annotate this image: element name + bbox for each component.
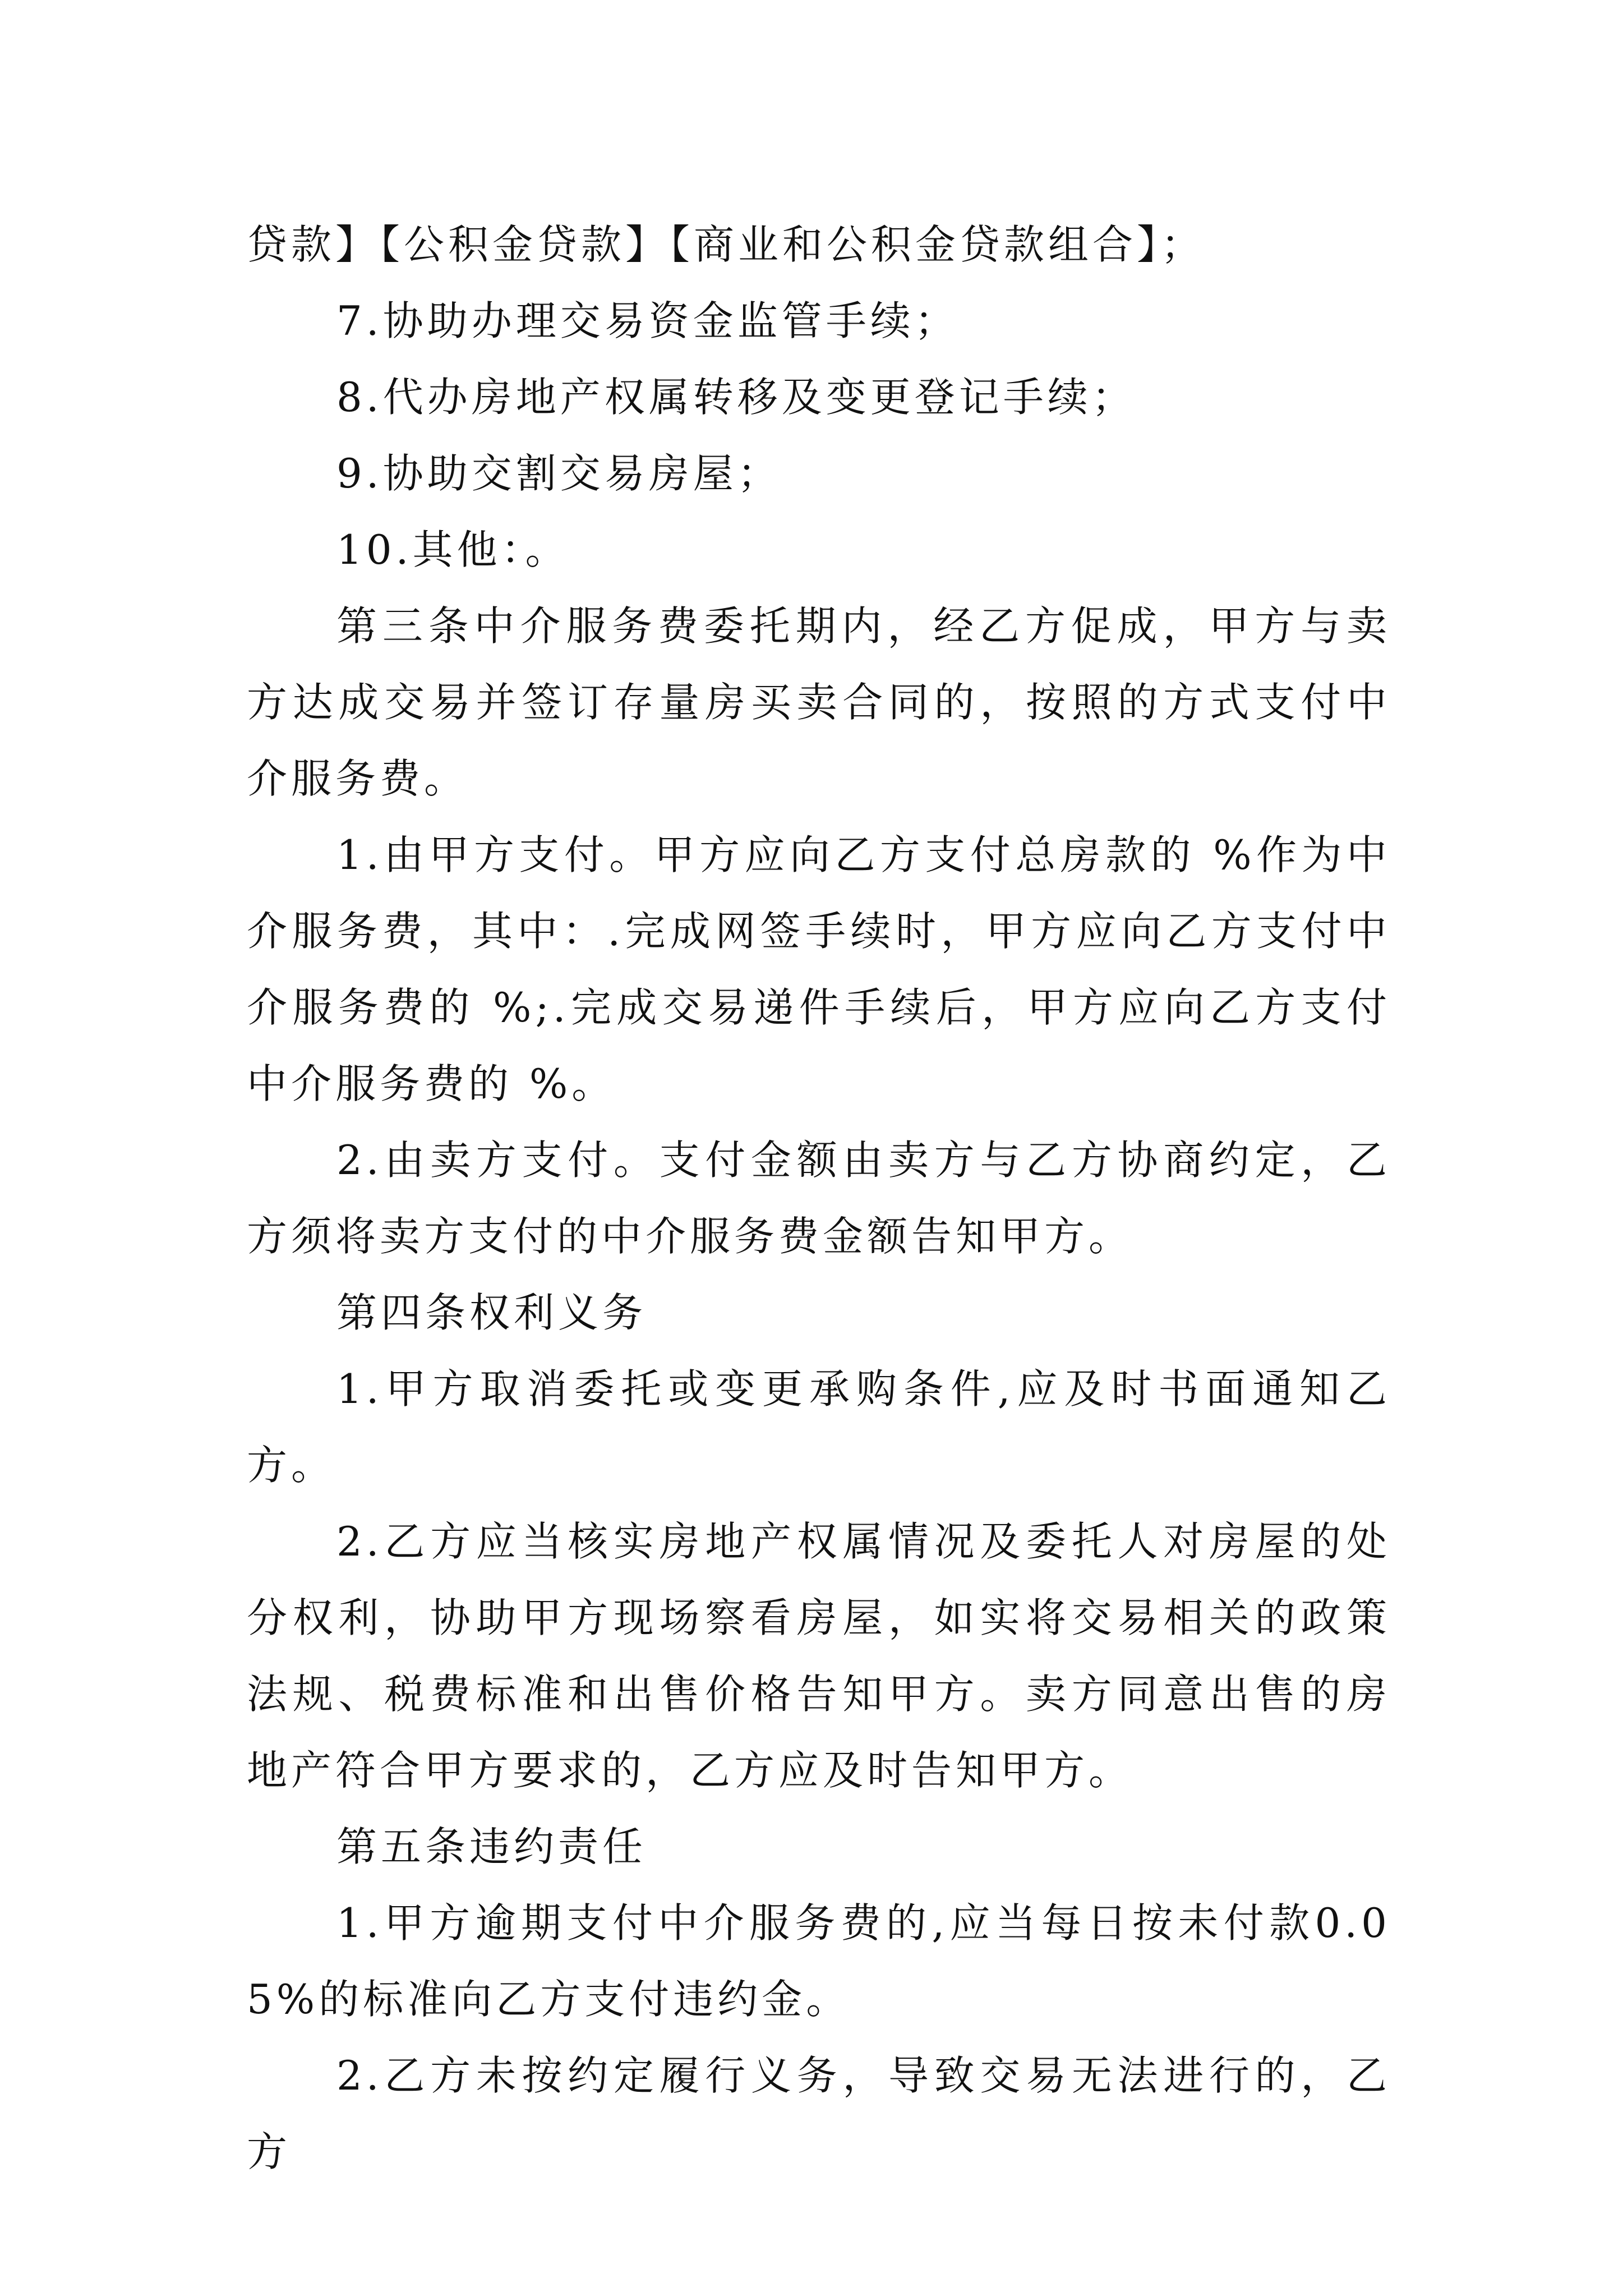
paragraph-article-4-item-2: 2.乙方应当核实房地产权属情况及委托人对房屋的处分权利，协助甲方现场察看房屋，如实将交易相关的政策法规、税费标准和出售价格告知甲方。卖方同意出售的房地产符合甲方要求的，乙方应及时告知甲方。: [247, 1518, 1391, 1794]
paragraph-article-4-item-1: 1.甲方取消委托或变更承购条件,应及时书面通知乙方。: [247, 1365, 1391, 1489]
paragraph-item-10: 10.其他：。: [336, 526, 570, 573]
paragraph-article-3: 第三条中介服务费委托期内，经乙方促成，甲方与卖方达成交易并签订存量房买卖合同的，按照的方式支付中介服务费。: [247, 602, 1391, 802]
paragraph-item-9: 9.协助交割交易房屋；: [336, 450, 782, 497]
paragraph-article-5-item-1: 1.甲方逾期支付中介服务费的,应当每日按未付款0.05%的标准向乙方支付违约金。: [247, 1899, 1391, 2023]
paragraph-article-3-item-1: 1.由甲方支付。甲方应向乙方支付总房款的 %作为中介服务费，其中：.完成网签手续时，甲方应向乙方支付中介服务费的 %;.完成交易递件手续后，甲方应向乙方支付中介服务费的 %。: [247, 831, 1391, 1107]
heading-article-4: 第四条权利义务: [336, 1289, 647, 1336]
paragraph-article-3-item-2: 2.由卖方支付。支付金额由卖方与乙方协商约定，乙方须将卖方支付的中介服务费金额告知甲方。: [247, 1137, 1391, 1260]
paragraph-article-5-item-2: 2.乙方未按约定履行义务，导致交易无法进行的，乙方: [247, 2052, 1391, 2175]
paragraph-item-8: 8.代办房地产权属转移及变更登记手续；: [336, 374, 1136, 421]
document-body: [247, 206, 1391, 2190]
paragraph-item-7: 7.协助办理交易资金监管手续；: [336, 297, 959, 344]
paragraph-loan-types: 贷款】【公积金贷款】【商业和公积金贷款组合】；: [247, 221, 1206, 268]
heading-article-5: 第五条违约责任: [336, 1823, 647, 1870]
